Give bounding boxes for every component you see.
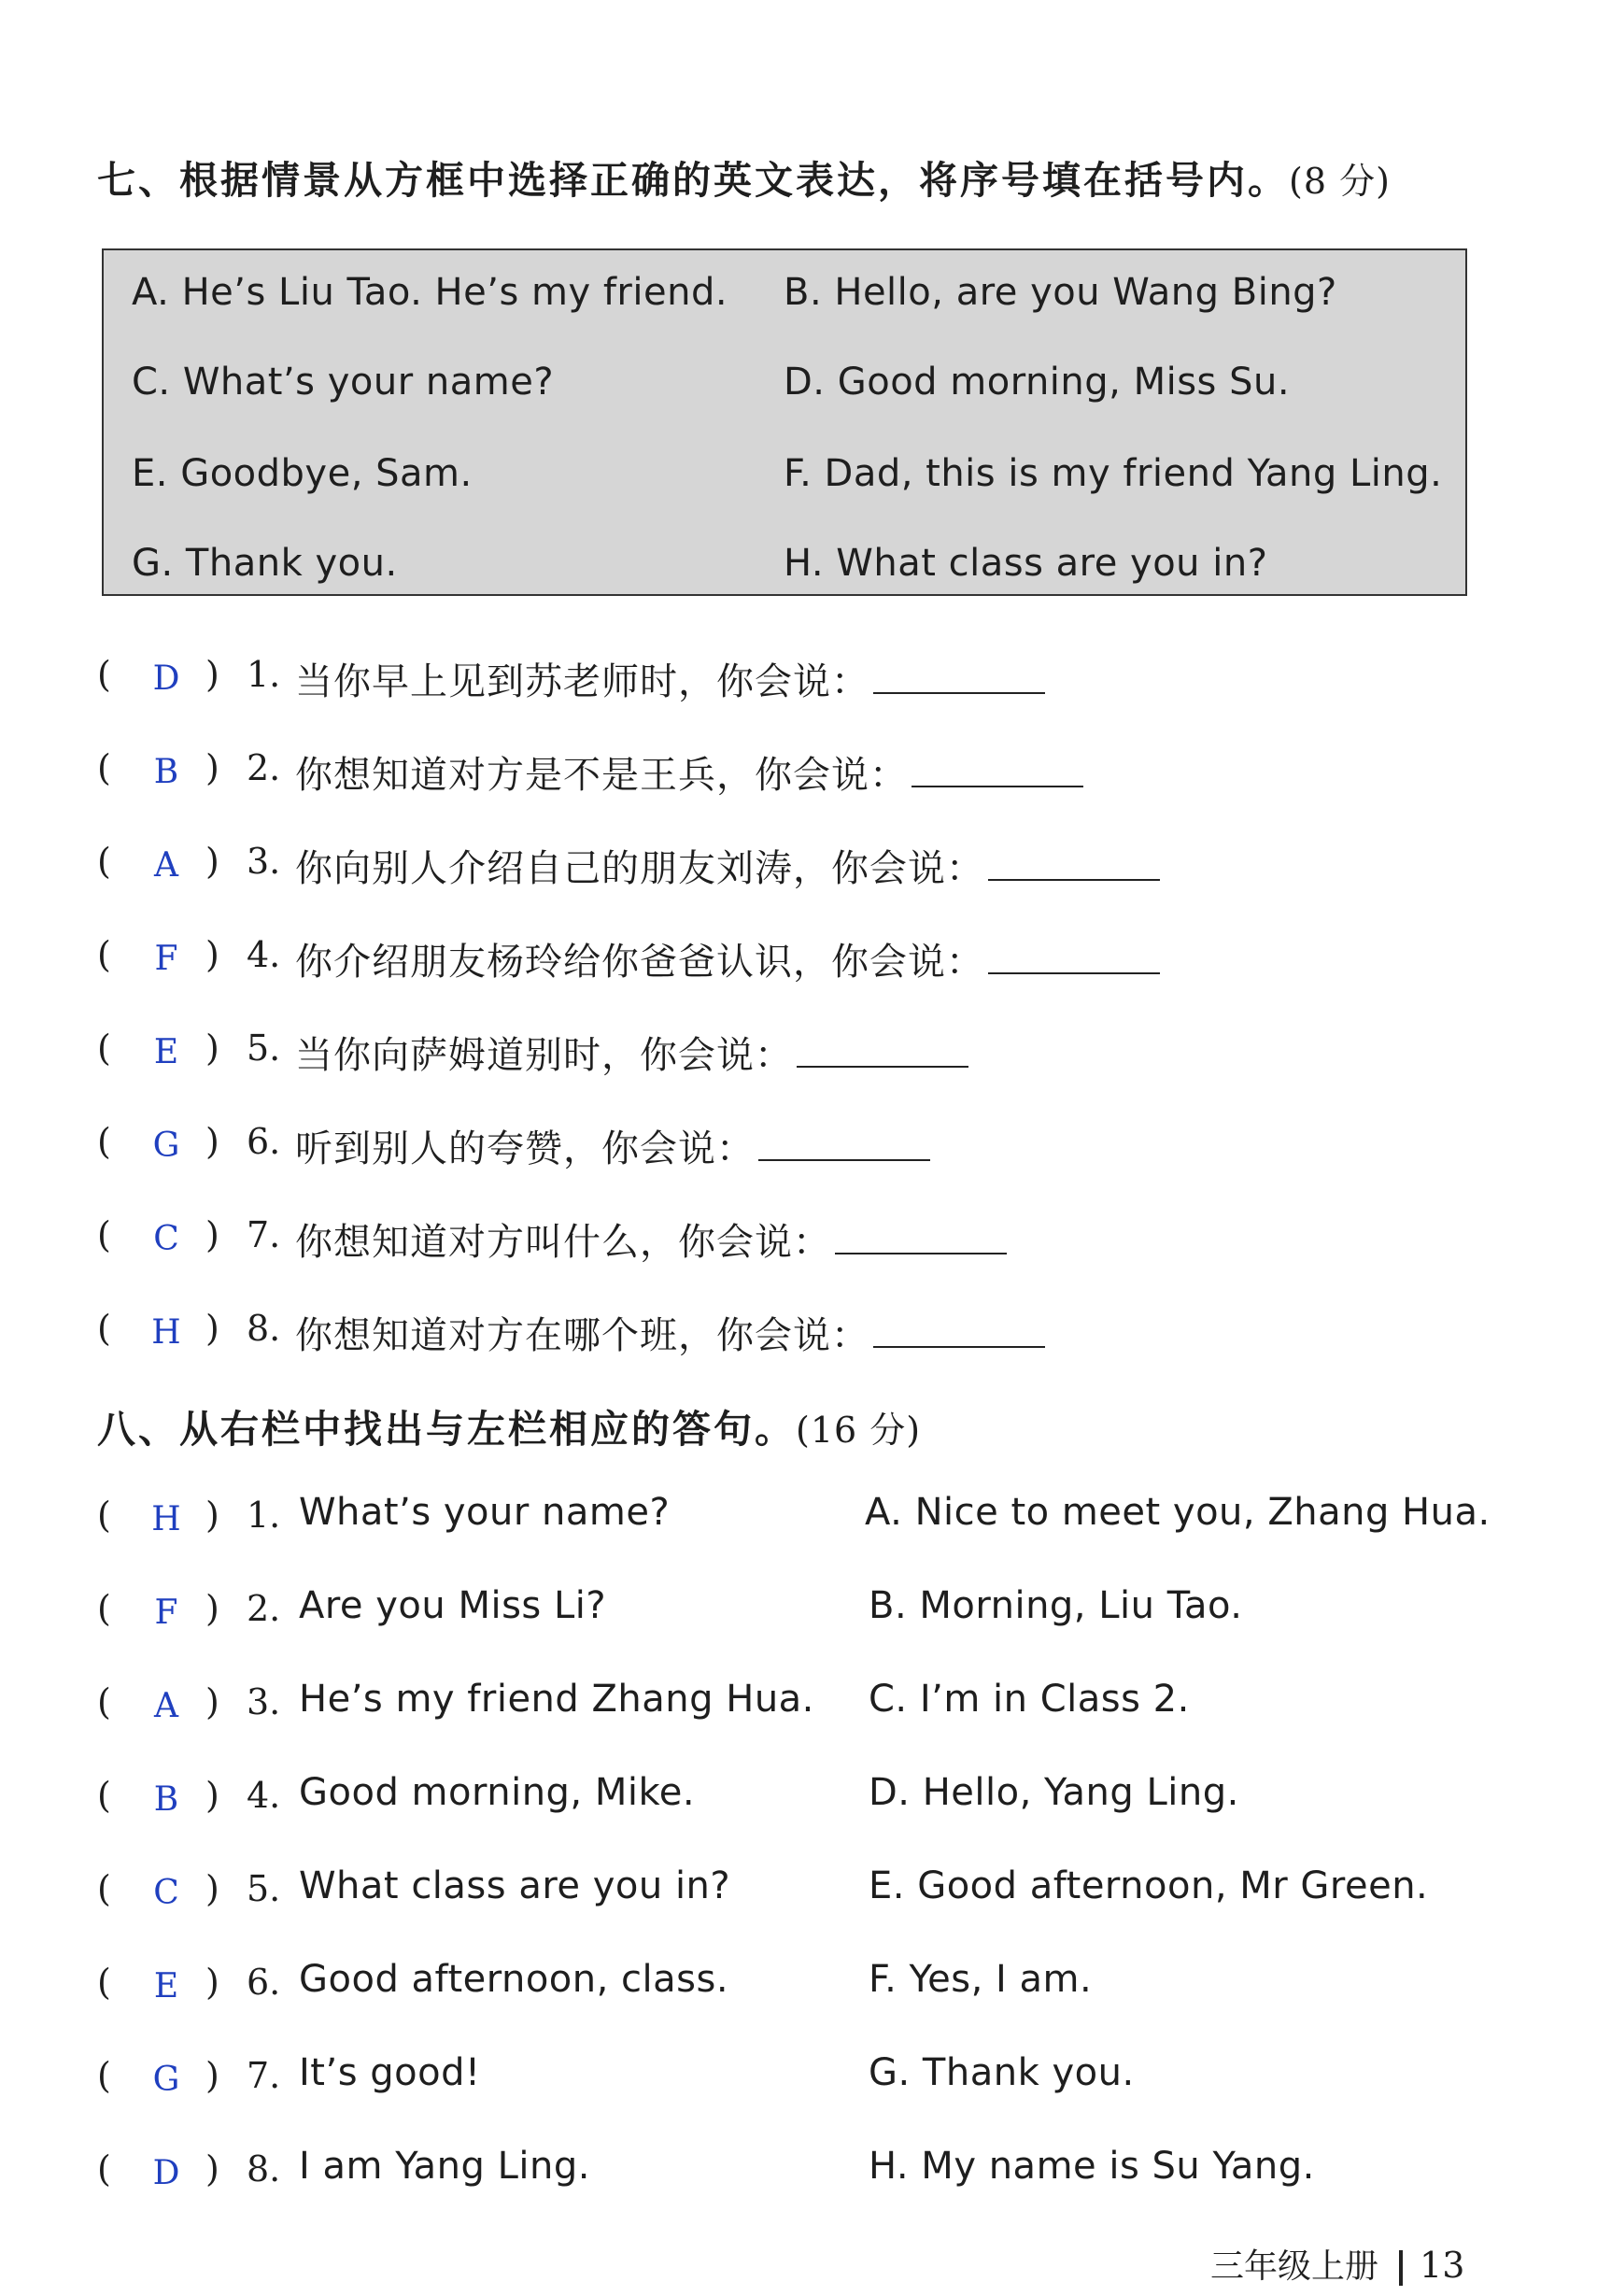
paren-close: )	[205, 1962, 219, 2003]
paren-open: (	[97, 2055, 111, 2096]
question-text	[295, 1212, 1007, 1266]
left-column-sentence: What’s your name?	[299, 1491, 671, 1534]
section8-title: 八、从右栏中找出与左栏相应的答句。	[97, 1407, 796, 1452]
answer-blank[interactable]	[758, 1127, 930, 1161]
question-text	[295, 932, 1160, 985]
answer-field[interactable]: A	[154, 846, 178, 885]
right-column-sentence: B. Morning, Liu Tao.	[869, 1584, 1243, 1627]
answer-field[interactable]: F	[154, 1594, 178, 1632]
option-h: H. What class are you in?	[784, 542, 1268, 585]
paren-open: (	[97, 1775, 111, 1816]
paren-close: )	[205, 2148, 219, 2190]
paren-open: (	[97, 1681, 111, 1722]
question-number: 2.	[247, 1588, 281, 1629]
options-box	[102, 248, 1467, 596]
question-number: 3.	[247, 1681, 281, 1722]
paren-open: (	[97, 841, 111, 882]
answer-blank[interactable]	[988, 941, 1160, 974]
question-text-content: 听到别人的夸赞，你会说：	[295, 1127, 755, 1170]
question-text-content: 你想知道对方在哪个班，你会说：	[295, 1314, 869, 1357]
right-column-sentence: F. Yes, I am.	[869, 1958, 1093, 2001]
right-column-sentence: H. My name is Su Yang.	[869, 2145, 1315, 2188]
option-d: D. Good morning, Miss Su.	[784, 361, 1291, 404]
paren-open: (	[97, 2148, 111, 2190]
paren-open: (	[97, 1868, 111, 1909]
paren-open: (	[97, 1214, 111, 1255]
left-column-sentence: What class are you in?	[299, 1864, 731, 1907]
left-column-sentence: He’s my friend Zhang Hua.	[299, 1678, 814, 1721]
question-number: 7.	[247, 2055, 281, 2096]
answer-field[interactable]: E	[153, 1967, 179, 2005]
paren-open: (	[97, 1121, 111, 1162]
answer-field[interactable]: E	[153, 1033, 179, 1071]
paren-open: (	[97, 747, 111, 788]
answer-blank[interactable]	[988, 847, 1160, 881]
paren-close: )	[205, 1214, 219, 1255]
paren-close: )	[205, 934, 219, 975]
option-a: A. He’s Liu Tao. He’s my friend.	[132, 271, 728, 314]
question-number: 7.	[247, 1214, 281, 1255]
paren-close: )	[205, 1588, 219, 1629]
right-column-sentence: G. Thank you.	[869, 2051, 1135, 2094]
option-c: C. What’s your name?	[132, 361, 555, 404]
paren-open: (	[97, 654, 111, 695]
answer-field[interactable]: G	[152, 2061, 180, 2099]
section7-heading	[97, 149, 1391, 205]
left-column-sentence: Are you Miss Li?	[299, 1584, 607, 1627]
left-column-sentence: Good morning, Mike.	[299, 1771, 696, 1814]
question-number: 1.	[247, 1495, 281, 1536]
answer-field[interactable]: C	[153, 1220, 179, 1258]
paren-open: (	[97, 1028, 111, 1069]
question-text-content: 当你早上见到苏老师时，你会说：	[295, 660, 869, 703]
paren-close: )	[205, 654, 219, 695]
paren-close: )	[205, 1681, 219, 1722]
answer-blank[interactable]	[873, 1314, 1045, 1348]
section7-title: 七、根据情景从方框中选择正确的英文表达，将序号填在括号内。	[97, 158, 1289, 203]
question-number: 8.	[247, 2148, 281, 2190]
answer-field[interactable]: G	[152, 1127, 180, 1165]
section8-heading	[97, 1398, 921, 1453]
answer-field[interactable]: H	[151, 1313, 181, 1352]
question-text-content: 当你向萨姆道别时，你会说：	[295, 1034, 793, 1077]
answer-field[interactable]: B	[153, 1780, 179, 1819]
question-number: 4.	[247, 1775, 281, 1816]
paren-close: )	[205, 1775, 219, 1816]
question-text-content: 你想知道对方叫什么，你会说：	[295, 1221, 831, 1264]
answer-blank[interactable]	[873, 660, 1045, 694]
left-column-sentence: I am Yang Ling.	[299, 2145, 590, 2188]
question-text	[295, 652, 1045, 705]
left-column-sentence: It’s good!	[299, 2051, 481, 2094]
paren-open: (	[97, 934, 111, 975]
question-text	[295, 745, 1083, 799]
option-g: G. Thank you.	[132, 542, 398, 585]
paren-open: (	[97, 1308, 111, 1349]
paren-open: (	[97, 1962, 111, 2003]
question-number: 8.	[247, 1308, 281, 1349]
page-number: 13	[1420, 2245, 1465, 2286]
question-number: 6.	[247, 1962, 281, 2003]
option-f: F. Dad, this is my friend Yang Ling.	[784, 452, 1443, 495]
option-b: B. Hello, are you Wang Bing?	[784, 271, 1337, 314]
question-number: 2.	[247, 747, 281, 788]
question-text	[295, 1306, 1045, 1359]
answer-blank[interactable]	[797, 1034, 968, 1068]
paren-close: )	[205, 2055, 219, 2096]
option-e: E. Goodbye, Sam.	[132, 452, 473, 495]
answer-field[interactable]: C	[153, 1874, 179, 1912]
right-column-sentence: C. I’m in Class 2.	[869, 1678, 1190, 1721]
paren-open: (	[97, 1588, 111, 1629]
section8-points: (16 分)	[796, 1410, 922, 1451]
right-column-sentence: E. Good afternoon, Mr Green.	[869, 1864, 1429, 1907]
left-column-sentence: Good afternoon, class.	[299, 1958, 729, 2001]
grade-label: 三年级上册	[1210, 2247, 1379, 2286]
question-number: 3.	[247, 841, 281, 882]
paren-close: )	[205, 1121, 219, 1162]
question-text	[295, 1026, 968, 1079]
answer-blank[interactable]	[835, 1221, 1007, 1254]
question-text	[295, 839, 1160, 892]
question-text-content: 你想知道对方是不是王兵，你会说：	[295, 754, 908, 797]
right-column-sentence: A. Nice to meet you, Zhang Hua.	[865, 1491, 1491, 1534]
paren-close: )	[205, 747, 219, 788]
paren-close: )	[205, 1308, 219, 1349]
paren-open: (	[97, 1495, 111, 1536]
footer-divider	[1399, 2250, 1403, 2286]
question-number: 6.	[247, 1121, 281, 1162]
paren-close: )	[205, 1495, 219, 1536]
question-text-content: 你介绍朋友杨玲给你爸爸认识，你会说：	[295, 941, 984, 984]
answer-field[interactable]: D	[152, 659, 180, 698]
answer-field[interactable]: D	[152, 2154, 180, 2192]
question-number: 5.	[247, 1868, 281, 1909]
section7-points: (8 分)	[1289, 161, 1391, 202]
question-text	[295, 1119, 930, 1172]
paren-close: )	[205, 841, 219, 882]
answer-field[interactable]: A	[154, 1687, 178, 1725]
right-column-sentence: D. Hello, Yang Ling.	[869, 1771, 1239, 1814]
answer-field[interactable]: H	[151, 1500, 181, 1538]
answer-field[interactable]: F	[154, 940, 178, 978]
paren-close: )	[205, 1868, 219, 1909]
question-number: 5.	[247, 1028, 281, 1069]
answer-blank[interactable]	[912, 754, 1083, 787]
question-number: 1.	[247, 654, 281, 695]
paren-close: )	[205, 1028, 219, 1069]
page-footer	[1210, 2240, 1464, 2288]
answer-field[interactable]: B	[153, 753, 179, 791]
question-number: 4.	[247, 934, 281, 975]
question-text-content: 你向别人介绍自己的朋友刘涛，你会说：	[295, 847, 984, 890]
